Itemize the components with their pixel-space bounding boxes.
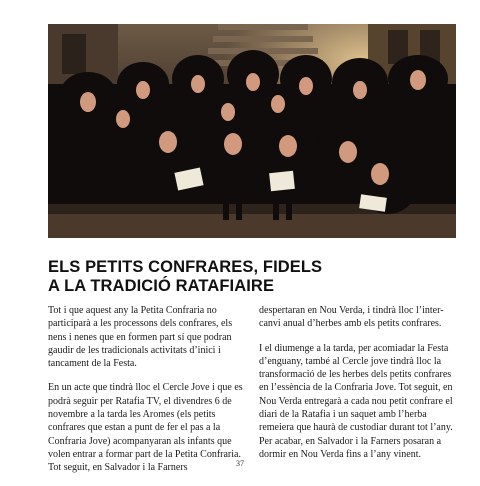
headline-line-2: A LA TRADICIÓ RATAFIAIRE <box>48 277 275 295</box>
article-headline <box>48 258 408 296</box>
article-column-right <box>259 304 455 472</box>
paragraph: I el diumenge a la tarda, per acomiadar la Festa d’enguany, també al Cercle jove tindrà lloc la transformació de les herbes dels petits confrares en l’essència de la Confraria Jove. Tot seguit, en Nou Verda entregarà a cada nou petit confrare el diari de la Ratafia i un saquet amb l’herba remeiera que haurà de custodiar durant tot l’any. Per acabar, en Salvador i la Farners posaran a dormir en Nou Verda fins a l’any vinent. <box>259 342 453 460</box>
paragraph: En un acte que tindrà lloc el Cercle Jove i que es podrà seguir per Ratafia TV, el divendres 6 de novembre a la tarda les Aromes (els petits confrares que estan a punt de fer el pas a la Confraria Jove) acompanyaran als infants que volen entrar a formar part de la Petita Confraria. Tot seguit, en Salvador i la Farners <box>48 382 243 474</box>
page-number: 37 <box>236 459 244 468</box>
headline-line-1: ELS PETITS CONFRARES, FIDELS <box>48 258 323 276</box>
paragraph: Tot i que aquest any la Petita Confraria no participarà a les processons dels confrares, els nens i nenes que en formen part sí que podran gaudir de les tradicionals activitats d’inici i tancament de la Festa. <box>48 305 233 370</box>
article-photo <box>48 24 456 238</box>
paragraph: despertaran en Nou Verda, i tindrà lloc l’inter-canvi anual d’herbes amb els petits confrares. <box>259 305 444 330</box>
